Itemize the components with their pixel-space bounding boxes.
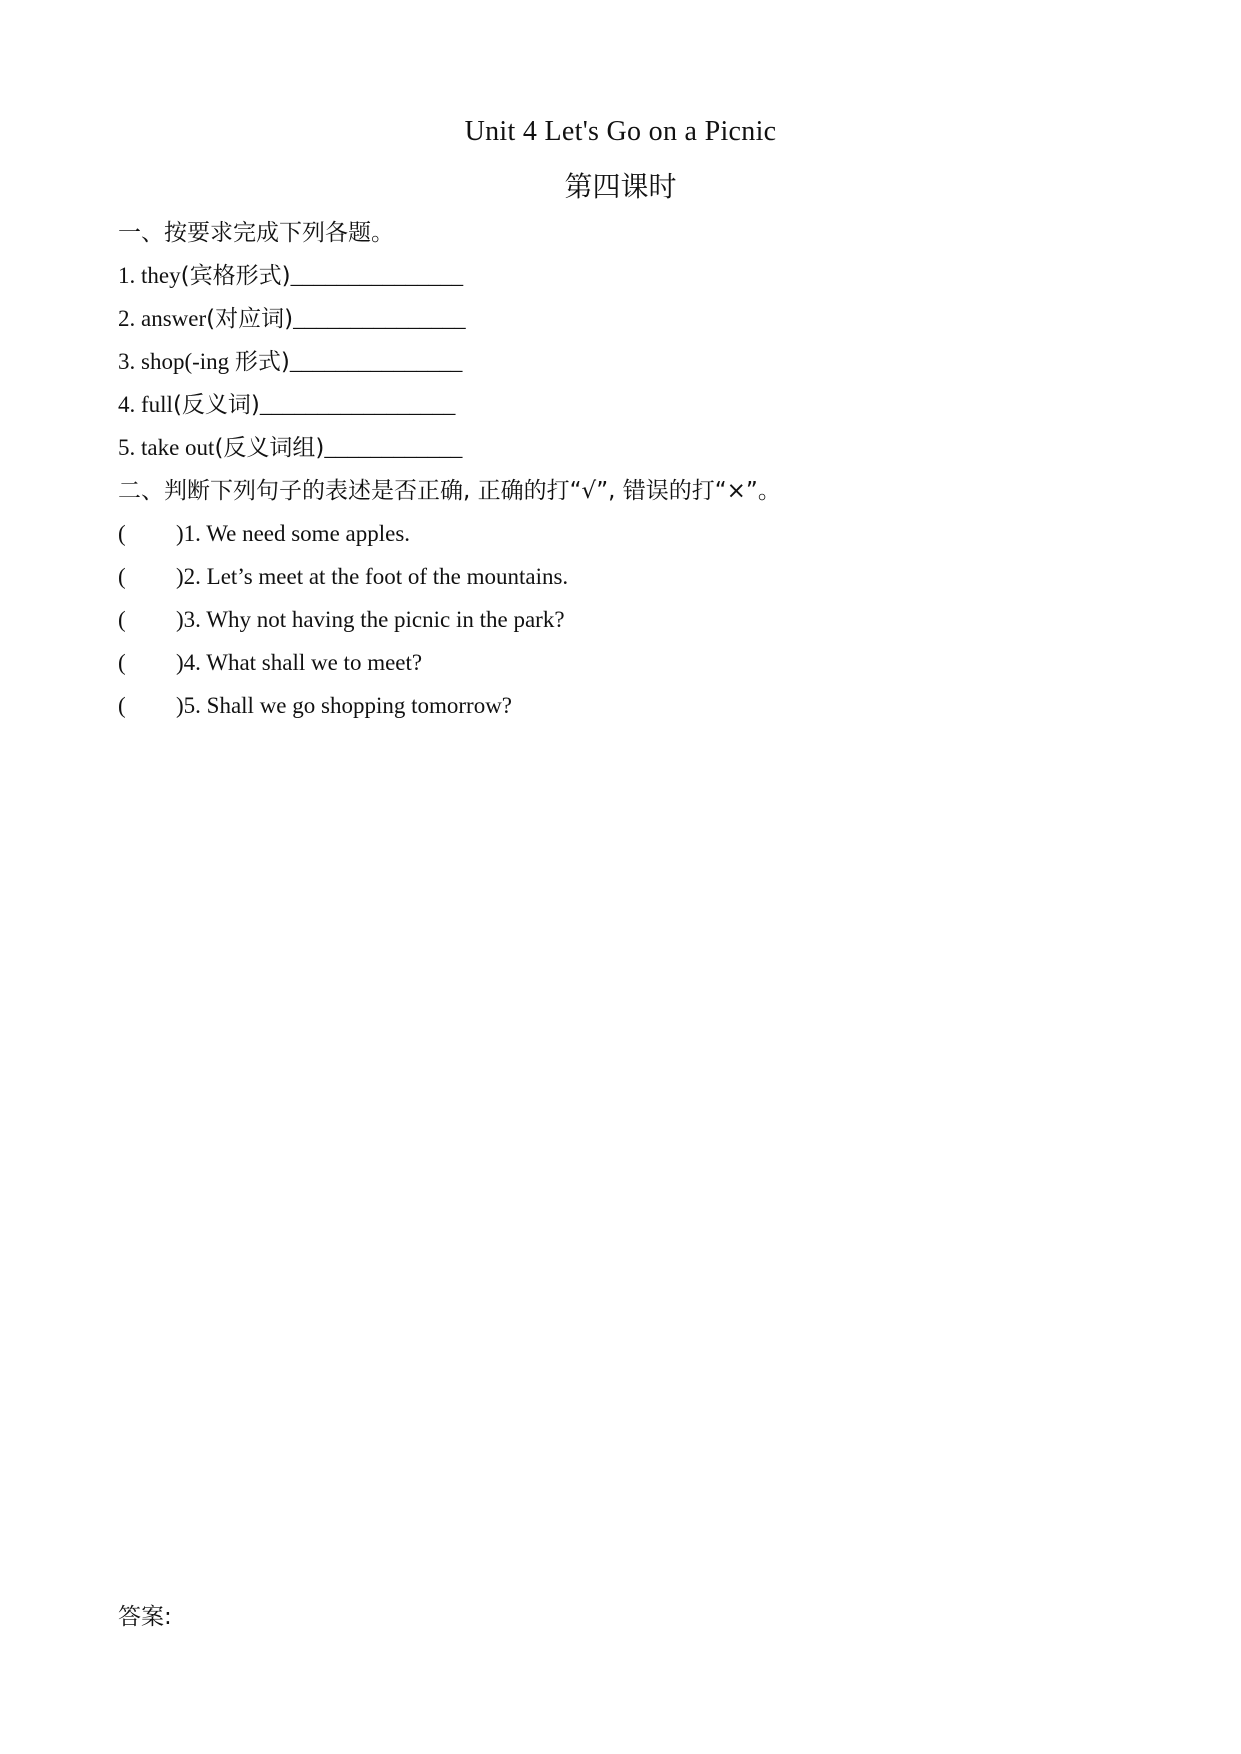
- answer-blank: ____________: [324, 435, 463, 460]
- exercise-item: [118, 347, 462, 377]
- judgement-sentence: )5. Shall we go shopping tomorrow?: [176, 693, 513, 718]
- answer-blank: _________________: [259, 392, 456, 417]
- answer-paren: (: [118, 693, 126, 718]
- judgement-item: [118, 605, 565, 635]
- item-word: take out: [141, 435, 215, 460]
- exercise-item: [118, 390, 455, 420]
- judgement-sentence: )4. What shall we to meet?: [176, 650, 423, 675]
- item-number: 4.: [118, 392, 141, 417]
- item-number: 1.: [118, 263, 141, 288]
- exercise-item: [118, 433, 462, 463]
- item-hint: (对应词): [206, 306, 294, 332]
- item-word: full: [141, 392, 173, 417]
- judgement-item: [118, 691, 512, 721]
- lesson-subtitle: 第四课时: [564, 170, 677, 203]
- item-number: 5.: [118, 435, 141, 460]
- answer-paren: (: [118, 650, 126, 675]
- item-number: 2.: [118, 306, 141, 331]
- item-hint: 形式): [234, 349, 290, 375]
- judgement-item: [118, 519, 410, 549]
- answer-paren: (: [118, 607, 126, 632]
- item-number: 3.: [118, 349, 141, 374]
- exercise-item: [118, 304, 466, 334]
- exercise-item: [118, 261, 463, 291]
- section-2-heading: 二、判断下列句子的表述是否正确, 正确的打“√”, 错误的打“×”。: [118, 478, 781, 504]
- judgement-sentence: )3. Why not having the picnic in the park?: [176, 607, 565, 632]
- judgement-item: [118, 648, 422, 678]
- item-word: shop(-ing: [141, 349, 235, 374]
- answer-label: 答案:: [118, 1604, 172, 1630]
- answer-paren: (: [118, 564, 126, 589]
- answer-blank: _______________: [293, 306, 466, 331]
- judgement-sentence: )1. We need some apples.: [176, 521, 411, 546]
- item-word: answer: [141, 306, 207, 331]
- section-1-heading: 一、按要求完成下列各题。: [118, 220, 394, 246]
- item-word: they: [141, 263, 181, 288]
- answer-blank: _______________: [289, 349, 463, 374]
- page-title: Unit 4 Let's Go on a Picnic: [464, 116, 777, 147]
- item-hint: (反义词): [172, 392, 260, 418]
- answer-blank: _______________: [290, 263, 464, 288]
- judgement-sentence: )2. Let’s meet at the foot of the mountains.: [176, 564, 569, 589]
- judgement-item: [118, 562, 568, 592]
- item-hint: (宾格形式): [180, 263, 291, 289]
- answer-paren: (: [118, 521, 126, 546]
- item-hint: (反义词组): [214, 435, 325, 461]
